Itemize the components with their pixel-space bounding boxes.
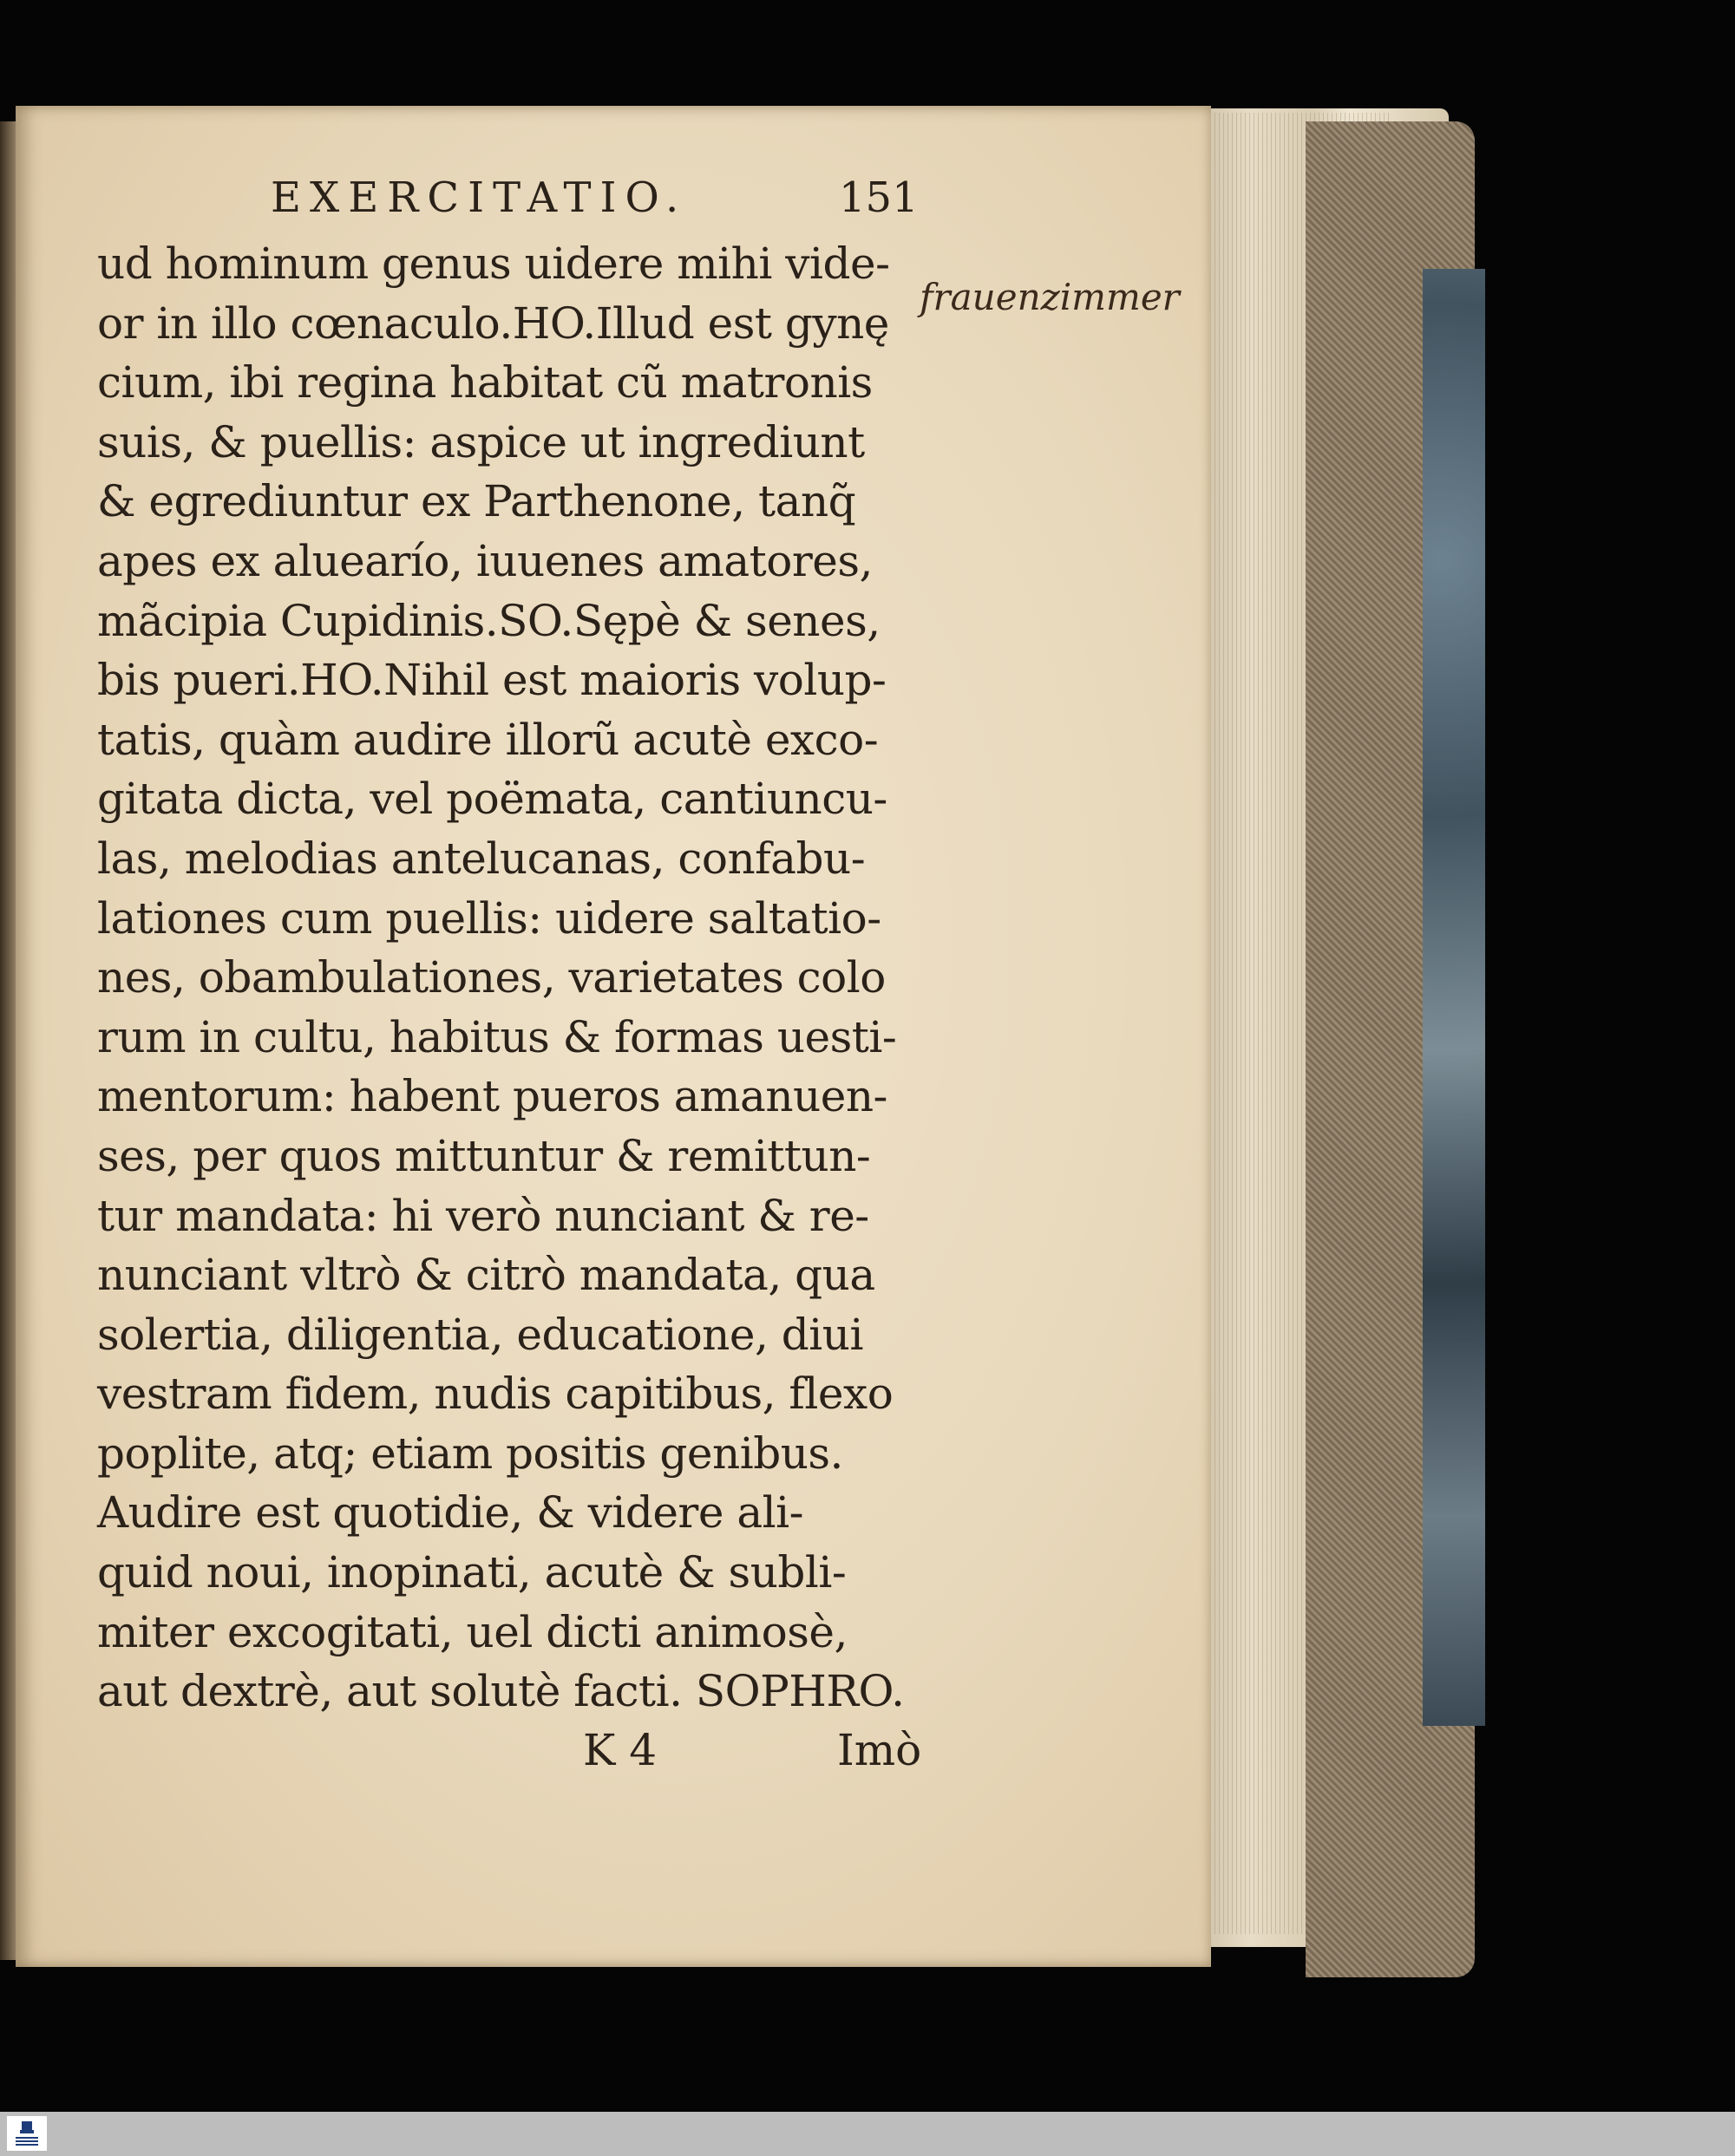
- running-head-title: EXERCITATIO.: [271, 173, 688, 222]
- text-line: apes ex aluearío, iuuenes amatores,: [97, 535, 873, 586]
- text-line: mentorum: habent pueros amanuen-: [97, 1071, 887, 1122]
- show-through-text: [111, 1797, 770, 1910]
- catchword: Imò: [837, 1724, 922, 1775]
- text-line: ses, per quos mittuntur & remittun-: [97, 1130, 871, 1181]
- text-line: ud hominum genus uidere mihi vide-: [97, 238, 890, 289]
- text-line: solertia, diligentia, educatione, diui: [97, 1309, 863, 1360]
- text-line: suis, & puellis: aspice ut ingrediunt: [97, 416, 865, 467]
- signature-mark: K 4: [583, 1724, 658, 1775]
- text-line: tur mandata: hi verò nunciant & re-: [97, 1190, 869, 1241]
- text-line: gitata dicta, vel poëmata, cantiuncu-: [97, 774, 887, 825]
- marbled-cover-board: [1423, 269, 1485, 1726]
- page-footer: [97, 1725, 930, 1794]
- body-text: [97, 234, 930, 1722]
- text-line: rum in cultu, habitus & formas uesti-: [97, 1011, 897, 1062]
- page-text: [97, 173, 930, 1794]
- text-line: bis pueri.HO.Nihil est maioris volup-: [97, 655, 887, 706]
- text-line: miter excogitati, uel dicti animosè,: [97, 1606, 848, 1657]
- text-line: nes, obambulationes, varietates colo: [97, 952, 886, 1003]
- text-line: vestram fidem, nudis capitibus, flexo: [97, 1369, 894, 1420]
- page-number: 151: [839, 173, 919, 222]
- text-line: mãcipia Cupidinis.SO.Sępè & senes,: [97, 595, 881, 646]
- text-line: aut dextrè, aut solutè facti. SOPHRO.: [97, 1666, 905, 1717]
- text-line: quid noui, inopinati, acutè & subli-: [97, 1547, 847, 1598]
- text-line: las, melodias antelucanas, confabu-: [97, 833, 866, 884]
- text-line: tatis, quàm audire illorũ acutè exco-: [97, 714, 879, 765]
- text-line: & egrediuntur ex Parthenone, tanq̃: [97, 476, 856, 527]
- text-line: or in illo cœnaculo.HO.Illud est gynę: [97, 297, 889, 349]
- text-line: nunciant vltrò & citrò mandata, qua: [97, 1250, 875, 1301]
- library-logo-icon[interactable]: [7, 2116, 47, 2151]
- running-head: [97, 173, 930, 234]
- text-line: cium, ibi regina habitat cũ matronis: [97, 357, 873, 408]
- text-line: lationes cum puellis: uidere saltatio-: [97, 892, 881, 944]
- handwritten-marginal-note: frauenzimmer: [920, 276, 1180, 318]
- viewer-bottom-bar: [0, 2112, 1735, 2156]
- gutter-shadow: [0, 121, 17, 1960]
- text-line: Audire est quotidie, & videre ali-: [97, 1487, 804, 1539]
- text-line: poplite, atq; etiam positis genibus.: [97, 1428, 843, 1479]
